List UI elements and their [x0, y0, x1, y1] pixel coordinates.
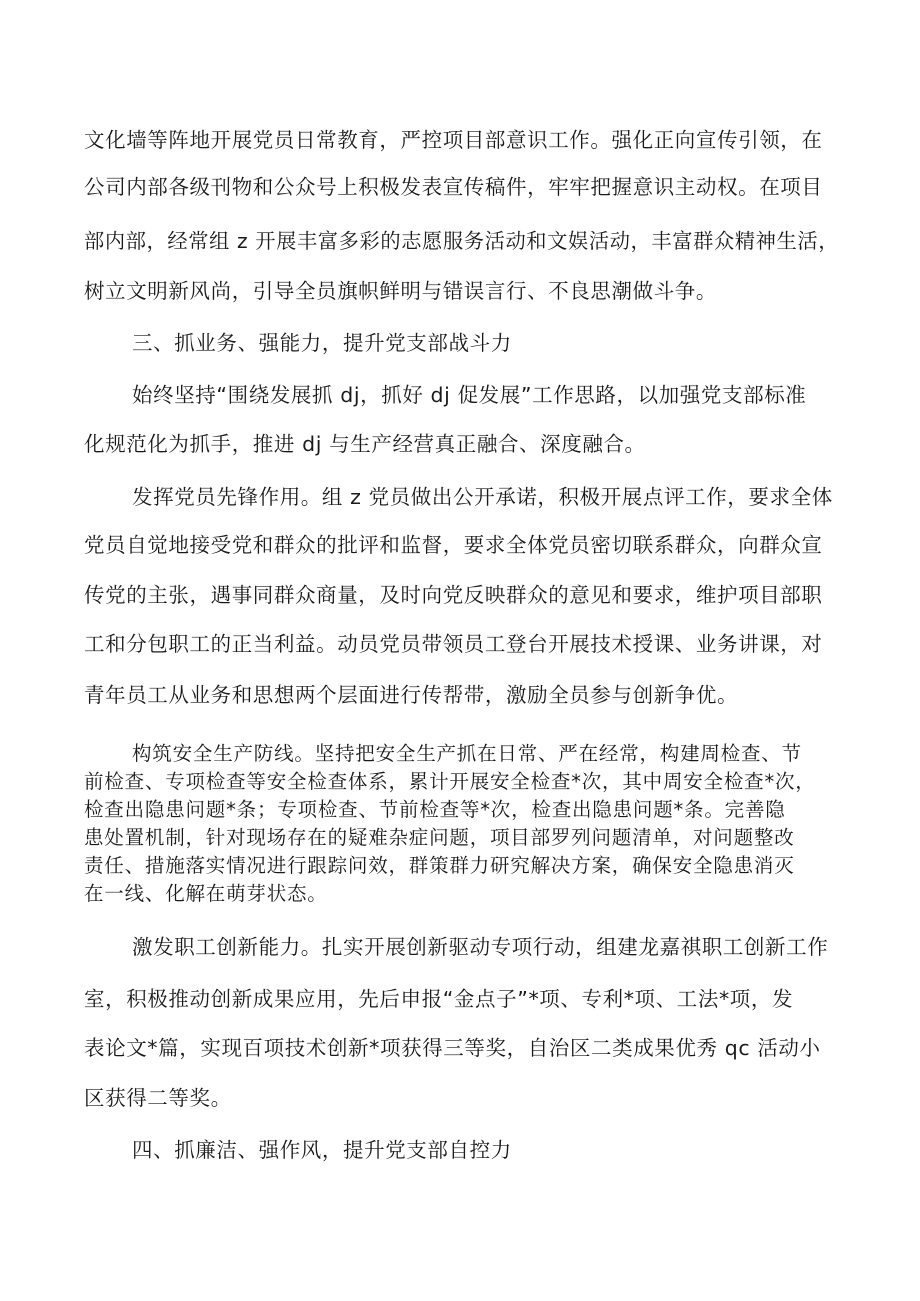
paragraph-line: 患处置机制，针对现场存在的疑难杂症问题，项目部罗列问题清单，对问题整改 [84, 826, 795, 849]
paragraph-line: 传党的主张，遇事同群众商量，及时向党反映群众的意见和要求，维护项目部职 [84, 583, 823, 607]
paragraph-line: 表论文*篇，实现百项技术创新*项获得三等奖，自治区二类成果优秀 qc 活动小 [84, 1036, 821, 1060]
paragraph-line: 前检查、专项检查等安全检查体系，累计开展安全检查*次，其中周安全检查*次， [84, 770, 816, 793]
paragraph-line: 化规范化为抓手，推进 dj 与生产经营真正融合、深度融合。 [84, 432, 646, 456]
paragraph-line: 文化墙等阵地开展党员日常教育，严控项目部意识工作。强化正向宣传引领，在 [84, 128, 823, 152]
paragraph-line: 发挥党员先锋作用。组 z 党员做出公开承诺，积极开展点评工作，要求全体 [132, 485, 833, 509]
section-heading-3: 三、抓业务、强能力，提升党支部战斗力 [132, 331, 512, 355]
paragraph-line: 构筑安全生产防线。坚持把安全生产抓在日常、严在经常，构建周检查、节 [132, 742, 802, 765]
paragraph-line: 检查出隐患问题*条；专项检查、节前检查等*次，检查出隐患问题*条。完善隐 [84, 798, 786, 821]
paragraph-line: 青年员工从业务和思想两个层面进行传帮带，激励全员参与创新争优。 [84, 683, 739, 707]
paragraph-line: 始终坚持“围绕发展抓 dj，抓好 dj 促发展”工作思路，以加强党支部标准 [132, 383, 807, 407]
paragraph-line: 在一线、化解在萌芽状态。 [84, 882, 328, 905]
paragraph-line: 公司内部各级刊物和公众号上积极发表宣传稿件，牢牢把握意识主动权。在项目 [84, 175, 823, 199]
paragraph-line: 责任、措施落实情况进行跟踪问效，群策群力研究解决方案，确保安全隐患消灭 [84, 854, 795, 877]
paragraph-line: 部内部，经常组 z 开展丰富多彩的志愿服务活动和文娱活动，丰富群众精神生活， [84, 229, 840, 253]
paragraph-line: 室，积极推动创新成果应用，先后申报“金点子”*项、专利*项、工法*项，发 [84, 987, 794, 1011]
section-heading-4: 四、抓廉洁、强作风，提升党支部自控力 [132, 1138, 512, 1162]
paragraph-line: 工和分包职工的正当利益。动员党员带领员工登台开展技术授课、业务讲课，对 [84, 632, 823, 656]
paragraph-line: 树立文明新风尚，引导全员旗帜鲜明与错误言行、不良思潮做斗争。 [84, 279, 717, 303]
paragraph-line: 区获得二等奖。 [84, 1086, 232, 1110]
paragraph-line: 党员自觉地接受党和群众的批评和监督，要求全体党员密切联系群众，向群众宣 [84, 533, 823, 557]
paragraph-line: 激发职工创新能力。扎实开展创新驱动专项行动，组建龙嘉祺职工创新工作 [132, 935, 829, 959]
